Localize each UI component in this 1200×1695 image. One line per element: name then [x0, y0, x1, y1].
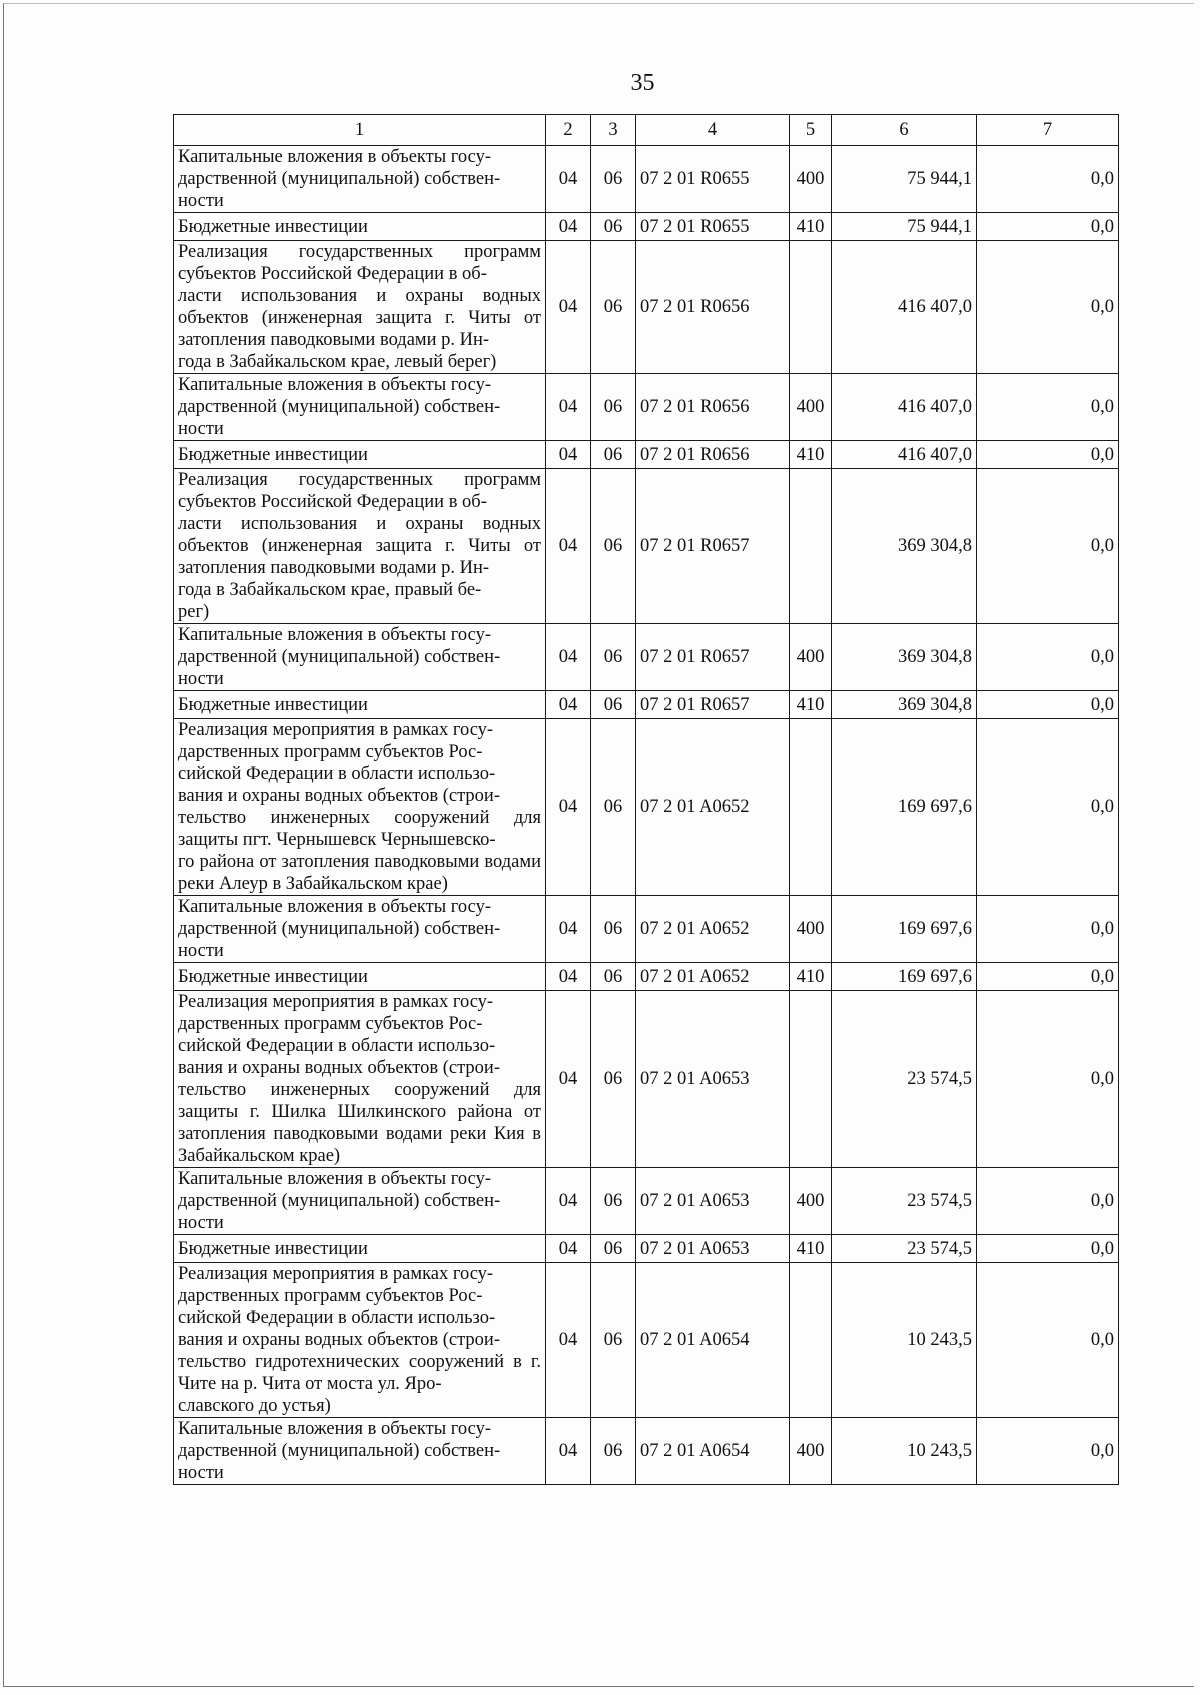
row-expense-type-cell — [790, 241, 832, 374]
row-amount-cell: 75 944,1 — [832, 213, 977, 241]
row-amount-2-cell: 0,0 — [977, 441, 1119, 469]
row-section-cell: 04 — [546, 691, 591, 719]
row-amount-2-cell: 0,0 — [977, 991, 1119, 1168]
row-section-cell: 04 — [546, 1263, 591, 1418]
row-subsection-cell: 06 — [591, 1263, 636, 1418]
row-target-code-cell: 07 2 01 R0656 — [636, 441, 790, 469]
row-target-code-cell: 07 2 01 R0656 — [636, 241, 790, 374]
header-col-6: 6 — [832, 115, 977, 146]
row-name-cell: Реализация государственных программ субъектов Российской Федерации в об- ласти использования и охраны водных объектов (инженерная защита г. Читы от затопления паводковыми водами р. Ин- года в Забайкальском крае, правый бе- рег) — [174, 469, 546, 624]
row-target-code-cell: 07 2 01 R0657 — [636, 624, 790, 691]
row-name-cell: Капитальные вложения в объекты госу- дарственной (муниципальной) собствен- ности — [174, 624, 546, 691]
row-target-code-cell: 07 2 01 A0652 — [636, 963, 790, 991]
row-section-cell: 04 — [546, 213, 591, 241]
header-col-3: 3 — [591, 115, 636, 146]
table-row — [174, 241, 1119, 374]
row-amount-2-cell: 0,0 — [977, 1168, 1119, 1235]
row-section-cell: 04 — [546, 241, 591, 374]
header-col-1: 1 — [174, 115, 546, 146]
table-row — [174, 1235, 1119, 1263]
row-target-code-cell: 07 2 01 A0654 — [636, 1418, 790, 1485]
header-col-5: 5 — [790, 115, 832, 146]
row-target-code-cell: 07 2 01 A0652 — [636, 896, 790, 963]
row-subsection-cell: 06 — [591, 896, 636, 963]
row-subsection-cell: 06 — [591, 624, 636, 691]
row-target-code-cell: 07 2 01 R0655 — [636, 213, 790, 241]
row-name-cell: Капитальные вложения в объекты госу- дарственной (муниципальной) собствен- ности — [174, 146, 546, 213]
row-name-cell: Бюджетные инвестиции — [174, 213, 546, 241]
row-section-cell: 04 — [546, 469, 591, 624]
row-name-cell: Реализация мероприятия в рамках госу- дарственных программ субъектов Рос- сийской Федерации в области использо- вания и охраны водных объектов (строи- тельство инженерных сооружений для защиты пгт. Чернышевск Чернышевско- го района от затопления паводковыми водами реки Алеур в Забайкальском крае) — [174, 719, 546, 896]
row-amount-2-cell: 0,0 — [977, 241, 1119, 374]
row-section-cell: 04 — [546, 1168, 591, 1235]
table-row — [174, 1263, 1119, 1418]
row-section-cell: 04 — [546, 1418, 591, 1485]
row-amount-2-cell: 0,0 — [977, 1418, 1119, 1485]
row-expense-type-cell: 410 — [790, 441, 832, 469]
table-row — [174, 691, 1119, 719]
row-expense-type-cell: 400 — [790, 624, 832, 691]
row-target-code-cell: 07 2 01 A0652 — [636, 719, 790, 896]
row-section-cell: 04 — [546, 896, 591, 963]
budget-table — [173, 114, 1119, 1485]
row-name-cell: Капитальные вложения в объекты госу- дарственной (муниципальной) собствен- ности — [174, 896, 546, 963]
row-section-cell: 04 — [546, 146, 591, 213]
row-expense-type-cell: 400 — [790, 374, 832, 441]
row-amount-cell: 416 407,0 — [832, 241, 977, 374]
row-target-code-cell: 07 2 01 R0656 — [636, 374, 790, 441]
table-row — [174, 213, 1119, 241]
row-name-cell: Реализация мероприятия в рамках госу- дарственных программ субъектов Рос- сийской Федерации в области использо- вания и охраны водных объектов (строи- тельство гидротехнических сооружений в г. Чите на р. Чита от моста ул. Яро- славского до устья) — [174, 1263, 546, 1418]
row-amount-cell: 369 304,8 — [832, 691, 977, 719]
row-amount-cell: 23 574,5 — [832, 1235, 977, 1263]
row-expense-type-cell: 410 — [790, 963, 832, 991]
row-name-cell: Реализация мероприятия в рамках госу- дарственных программ субъектов Рос- сийской Федерации в области использо- вания и охраны водных объектов (строи- тельство инженерных сооружений для защиты г. Шилка Шилкинского района от затопления паводковыми водами реки Кия в Забайкальском крае) — [174, 991, 546, 1168]
row-expense-type-cell: 400 — [790, 1418, 832, 1485]
row-target-code-cell: 07 2 01 R0657 — [636, 469, 790, 624]
row-subsection-cell: 06 — [591, 991, 636, 1168]
row-amount-2-cell: 0,0 — [977, 719, 1119, 896]
table-row — [174, 719, 1119, 896]
row-amount-2-cell: 0,0 — [977, 1235, 1119, 1263]
row-amount-cell: 369 304,8 — [832, 469, 977, 624]
row-subsection-cell: 06 — [591, 963, 636, 991]
row-target-code-cell: 07 2 01 A0654 — [636, 1263, 790, 1418]
row-amount-cell: 23 574,5 — [832, 991, 977, 1168]
table-header — [174, 115, 1119, 146]
row-amount-2-cell: 0,0 — [977, 963, 1119, 991]
row-section-cell: 04 — [546, 963, 591, 991]
row-amount-cell: 416 407,0 — [832, 374, 977, 441]
row-subsection-cell: 06 — [591, 441, 636, 469]
row-expense-type-cell: 400 — [790, 146, 832, 213]
row-section-cell: 04 — [546, 624, 591, 691]
table-row — [174, 963, 1119, 991]
row-amount-cell: 169 697,6 — [832, 963, 977, 991]
row-name-cell: Бюджетные инвестиции — [174, 963, 546, 991]
table-row — [174, 146, 1119, 213]
row-name-cell: Капитальные вложения в объекты госу- дарственной (муниципальной) собствен- ности — [174, 374, 546, 441]
row-expense-type-cell: 400 — [790, 1168, 832, 1235]
table-row — [174, 624, 1119, 691]
row-amount-2-cell: 0,0 — [977, 213, 1119, 241]
row-section-cell: 04 — [546, 719, 591, 896]
row-target-code-cell: 07 2 01 R0657 — [636, 691, 790, 719]
row-target-code-cell: 07 2 01 A0653 — [636, 991, 790, 1168]
table-row — [174, 1168, 1119, 1235]
row-subsection-cell: 06 — [591, 1235, 636, 1263]
row-name-cell: Бюджетные инвестиции — [174, 441, 546, 469]
row-expense-type-cell: 410 — [790, 213, 832, 241]
row-amount-2-cell: 0,0 — [977, 374, 1119, 441]
row-expense-type-cell — [790, 1263, 832, 1418]
row-amount-cell: 169 697,6 — [832, 896, 977, 963]
row-subsection-cell: 06 — [591, 241, 636, 374]
table-row — [174, 896, 1119, 963]
row-expense-type-cell — [790, 719, 832, 896]
header-col-2: 2 — [546, 115, 591, 146]
row-subsection-cell: 06 — [591, 719, 636, 896]
table-row — [174, 469, 1119, 624]
header-col-7: 7 — [977, 115, 1119, 146]
row-section-cell: 04 — [546, 441, 591, 469]
table-row — [174, 374, 1119, 441]
row-amount-cell: 169 697,6 — [832, 719, 977, 896]
row-amount-cell: 369 304,8 — [832, 624, 977, 691]
row-amount-2-cell: 0,0 — [977, 146, 1119, 213]
row-name-cell: Капитальные вложения в объекты госу- дарственной (муниципальной) собствен- ности — [174, 1418, 546, 1485]
row-name-cell: Капитальные вложения в объекты госу- дарственной (муниципальной) собствен- ности — [174, 1168, 546, 1235]
row-expense-type-cell — [790, 469, 832, 624]
row-amount-2-cell: 0,0 — [977, 896, 1119, 963]
row-section-cell: 04 — [546, 1235, 591, 1263]
row-subsection-cell: 06 — [591, 213, 636, 241]
row-subsection-cell: 06 — [591, 1418, 636, 1485]
row-amount-2-cell: 0,0 — [977, 469, 1119, 624]
page-number: 35 — [630, 70, 655, 96]
row-target-code-cell: 07 2 01 R0655 — [636, 146, 790, 213]
row-expense-type-cell: 410 — [790, 691, 832, 719]
row-amount-2-cell: 0,0 — [977, 691, 1119, 719]
row-subsection-cell: 06 — [591, 146, 636, 213]
row-subsection-cell: 06 — [591, 1168, 636, 1235]
row-amount-cell: 10 243,5 — [832, 1263, 977, 1418]
row-amount-cell: 23 574,5 — [832, 1168, 977, 1235]
row-expense-type-cell: 410 — [790, 1235, 832, 1263]
table-body — [174, 146, 1119, 1485]
header-row — [174, 115, 1119, 146]
row-expense-type-cell — [790, 991, 832, 1168]
row-name-cell: Бюджетные инвестиции — [174, 1235, 546, 1263]
row-amount-cell: 10 243,5 — [832, 1418, 977, 1485]
row-name-cell: Бюджетные инвестиции — [174, 691, 546, 719]
row-subsection-cell: 06 — [591, 374, 636, 441]
row-subsection-cell: 06 — [591, 691, 636, 719]
row-section-cell: 04 — [546, 374, 591, 441]
row-subsection-cell: 06 — [591, 469, 636, 624]
row-expense-type-cell: 400 — [790, 896, 832, 963]
row-target-code-cell: 07 2 01 A0653 — [636, 1235, 790, 1263]
header-col-4: 4 — [636, 115, 790, 146]
table-row — [174, 1418, 1119, 1485]
row-amount-cell: 416 407,0 — [832, 441, 977, 469]
row-amount-cell: 75 944,1 — [832, 146, 977, 213]
table-row — [174, 441, 1119, 469]
row-section-cell: 04 — [546, 991, 591, 1168]
row-amount-2-cell: 0,0 — [977, 1263, 1119, 1418]
row-amount-2-cell: 0,0 — [977, 624, 1119, 691]
row-target-code-cell: 07 2 01 A0653 — [636, 1168, 790, 1235]
table-row — [174, 991, 1119, 1168]
row-name-cell: Реализация государственных программ субъектов Российской Федерации в об- ласти использования и охраны водных объектов (инженерная защита г. Читы от затопления паводковыми водами р. Ин- года в Забайкальском крае, левый берег) — [174, 241, 546, 374]
